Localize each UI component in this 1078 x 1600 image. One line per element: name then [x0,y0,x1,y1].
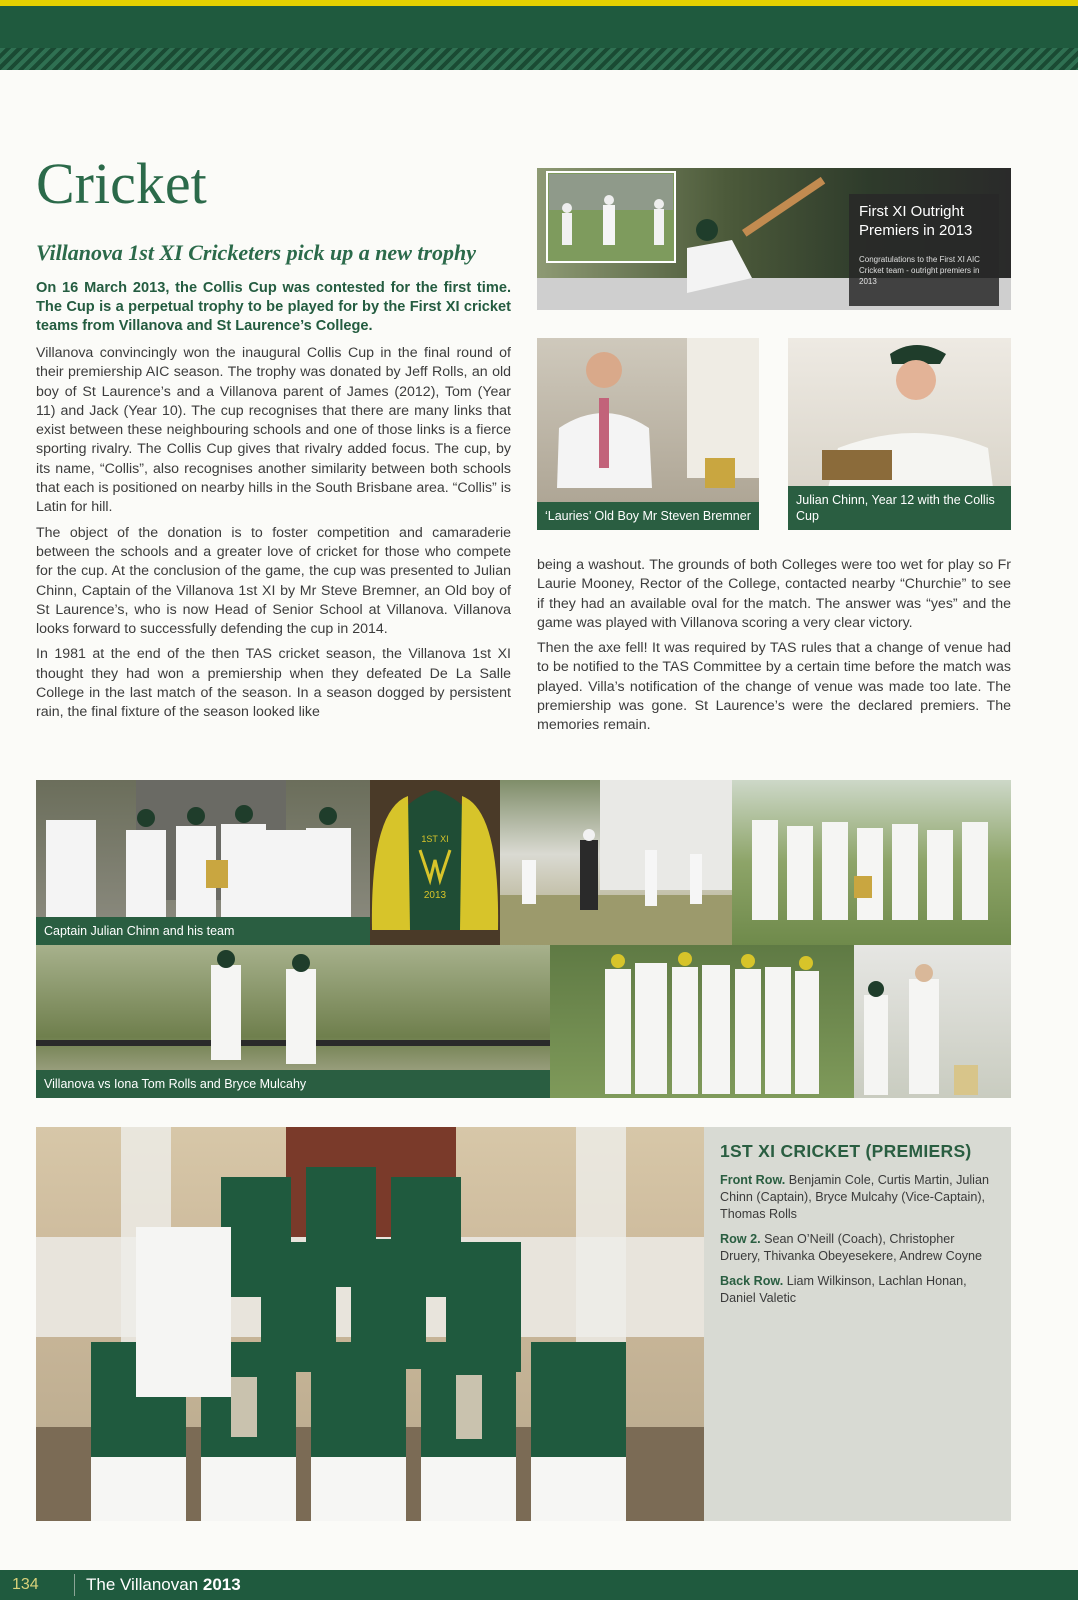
header-stripe-pattern [0,48,1078,70]
front-row-names: Benjamin Cole, Curtis Martin, Julian Chinn (Captain), Bryce Mulcahy (Vice-Captain), Thomas Rolls [720,1173,989,1221]
article-column-left [36,344,511,729]
article-column-right [537,556,1011,742]
footer-divider [74,1574,75,1596]
team-list-panel [704,1127,1011,1521]
photo-team-huddle [550,945,854,1098]
premiers-subtext: Congratulations to the First XI AIC Cricket team - outright premiers in 2013 [859,255,980,286]
article-paragraph: In 1981 at the end of the then TAS cricket season, the Villanova 1st XI thought they had won a premiership when they defeated De La Salle College in the last match of the season. In a season dogged by persistent rain, the final fixture of the season looked like [36,646,511,721]
chinn-caption: Julian Chinn, Year 12 with the Collis Cup [788,486,1011,530]
cap-text-top: 1ST XI [421,834,449,844]
team-heading: 1ST XI CRICKET (PREMIERS) [720,1141,972,1161]
team-caption: Captain Julian Chinn and his team [36,917,370,945]
row-2-names: Sean O’Neill (Coach), Christopher Druery, Thivanka Obeyesekere, Andrew Coyne [720,1232,983,1263]
publication-year: 2013 [202,1575,241,1594]
front-row-label: Front Row. [720,1173,786,1187]
page-number: 134 [12,1576,39,1593]
premiers-title: First XI Outright Premiers in 2013 [859,203,973,239]
article-paragraph: The object of the donation is to foster competition and camaraderie between the schools and a greater love of cricket for those who compete for the cup. At the conclusion of the game, the cup was presented to Julian Chinn, Captain of the Villanova 1st XI by Mr Steve Bremner, an Old boy of St Laurence’s, who is now Head of Senior School at Villanova. Villanova looks forward to successfully defending the cup in 2014. [36,524,511,638]
back-row-names: Liam Wilkinson, Lachlan Honan, Daniel Valetic [720,1274,967,1305]
photo-1st-xi-team [36,1127,704,1521]
publication-name: The Villanovan [86,1575,199,1594]
photo-cap-2013 [370,780,500,945]
photo-villanova-iona [36,945,550,1098]
row-2 [720,1231,997,1265]
photo-julian-chinn [788,338,1011,530]
photo-overlay-caption [849,194,999,306]
page-title: Cricket [36,151,207,216]
publication-title [86,1575,241,1595]
row-2-label: Row 2. [720,1232,761,1246]
bremner-caption: ‘Lauries’ Old Boy Mr Steven Bremner [537,502,759,530]
photo-team-group [732,780,1011,945]
photo-umpire-chat [854,945,1011,1098]
photo-match-play [500,780,732,945]
iona-caption: Villanova vs Iona Tom Rolls and Bryce Mulcahy [36,1070,550,1098]
back-row-label: Back Row. [720,1274,784,1288]
article-paragraph: Then the axe fell! It was required by TAS rules that a change of venue had to be notified to the TAS Committee by a certain time before the match was played. Villa’s notification of the change of venue was made too late. The premiership was gone. St Laurence’s were the declared premiers. The memories remain. [537,640,1011,734]
article-paragraph: being a washout. The grounds of both Colleges were too wet for play so Fr Laurie Mooney, Rector of the College, contacted nearby “Churchie” to see if they had an available oval for the match. The answer was “yes” and the game was played with Villanova scoring a very clear victory. [537,557,1011,631]
article-lead: On 16 March 2013, the Collis Cup was contested for the first time. The Cup is a perpetual trophy to be played for by the First XI cricket teams from Villanova and St Laurence’s College. [36,280,511,334]
photo-steven-bremner [537,338,759,530]
back-row [720,1273,997,1307]
photo-team-celebration [36,780,370,945]
photo-premiers-batting [537,168,1011,310]
article-paragraph: Villanova convincingly won the inaugural Collis Cup in the final round of their premiership AIC season. The trophy was donated by Jeff Rolls, an old boy of St Laurence’s and a Villanova parent of James (2012), Tom (Year 11) and Jack (Year 10). The cup recognises that there are many links that exist between these neighbouring schools and one of those links is a fierce sporting rivalry. The Collis Cup gives that rivalry added focus. The cup, by its name, “Collis”, also recognises another similarity between both schools that each is positioned on nearby hills in the South Brisbane area. “Collis” is Latin for hill. [36,345,511,516]
footer-bar [0,1570,1078,1600]
front-row [720,1172,997,1223]
article-subtitle: Villanova 1st XI Cricketers pick up a new trophy [36,240,477,265]
cap-text-year: 2013 [423,890,447,901]
